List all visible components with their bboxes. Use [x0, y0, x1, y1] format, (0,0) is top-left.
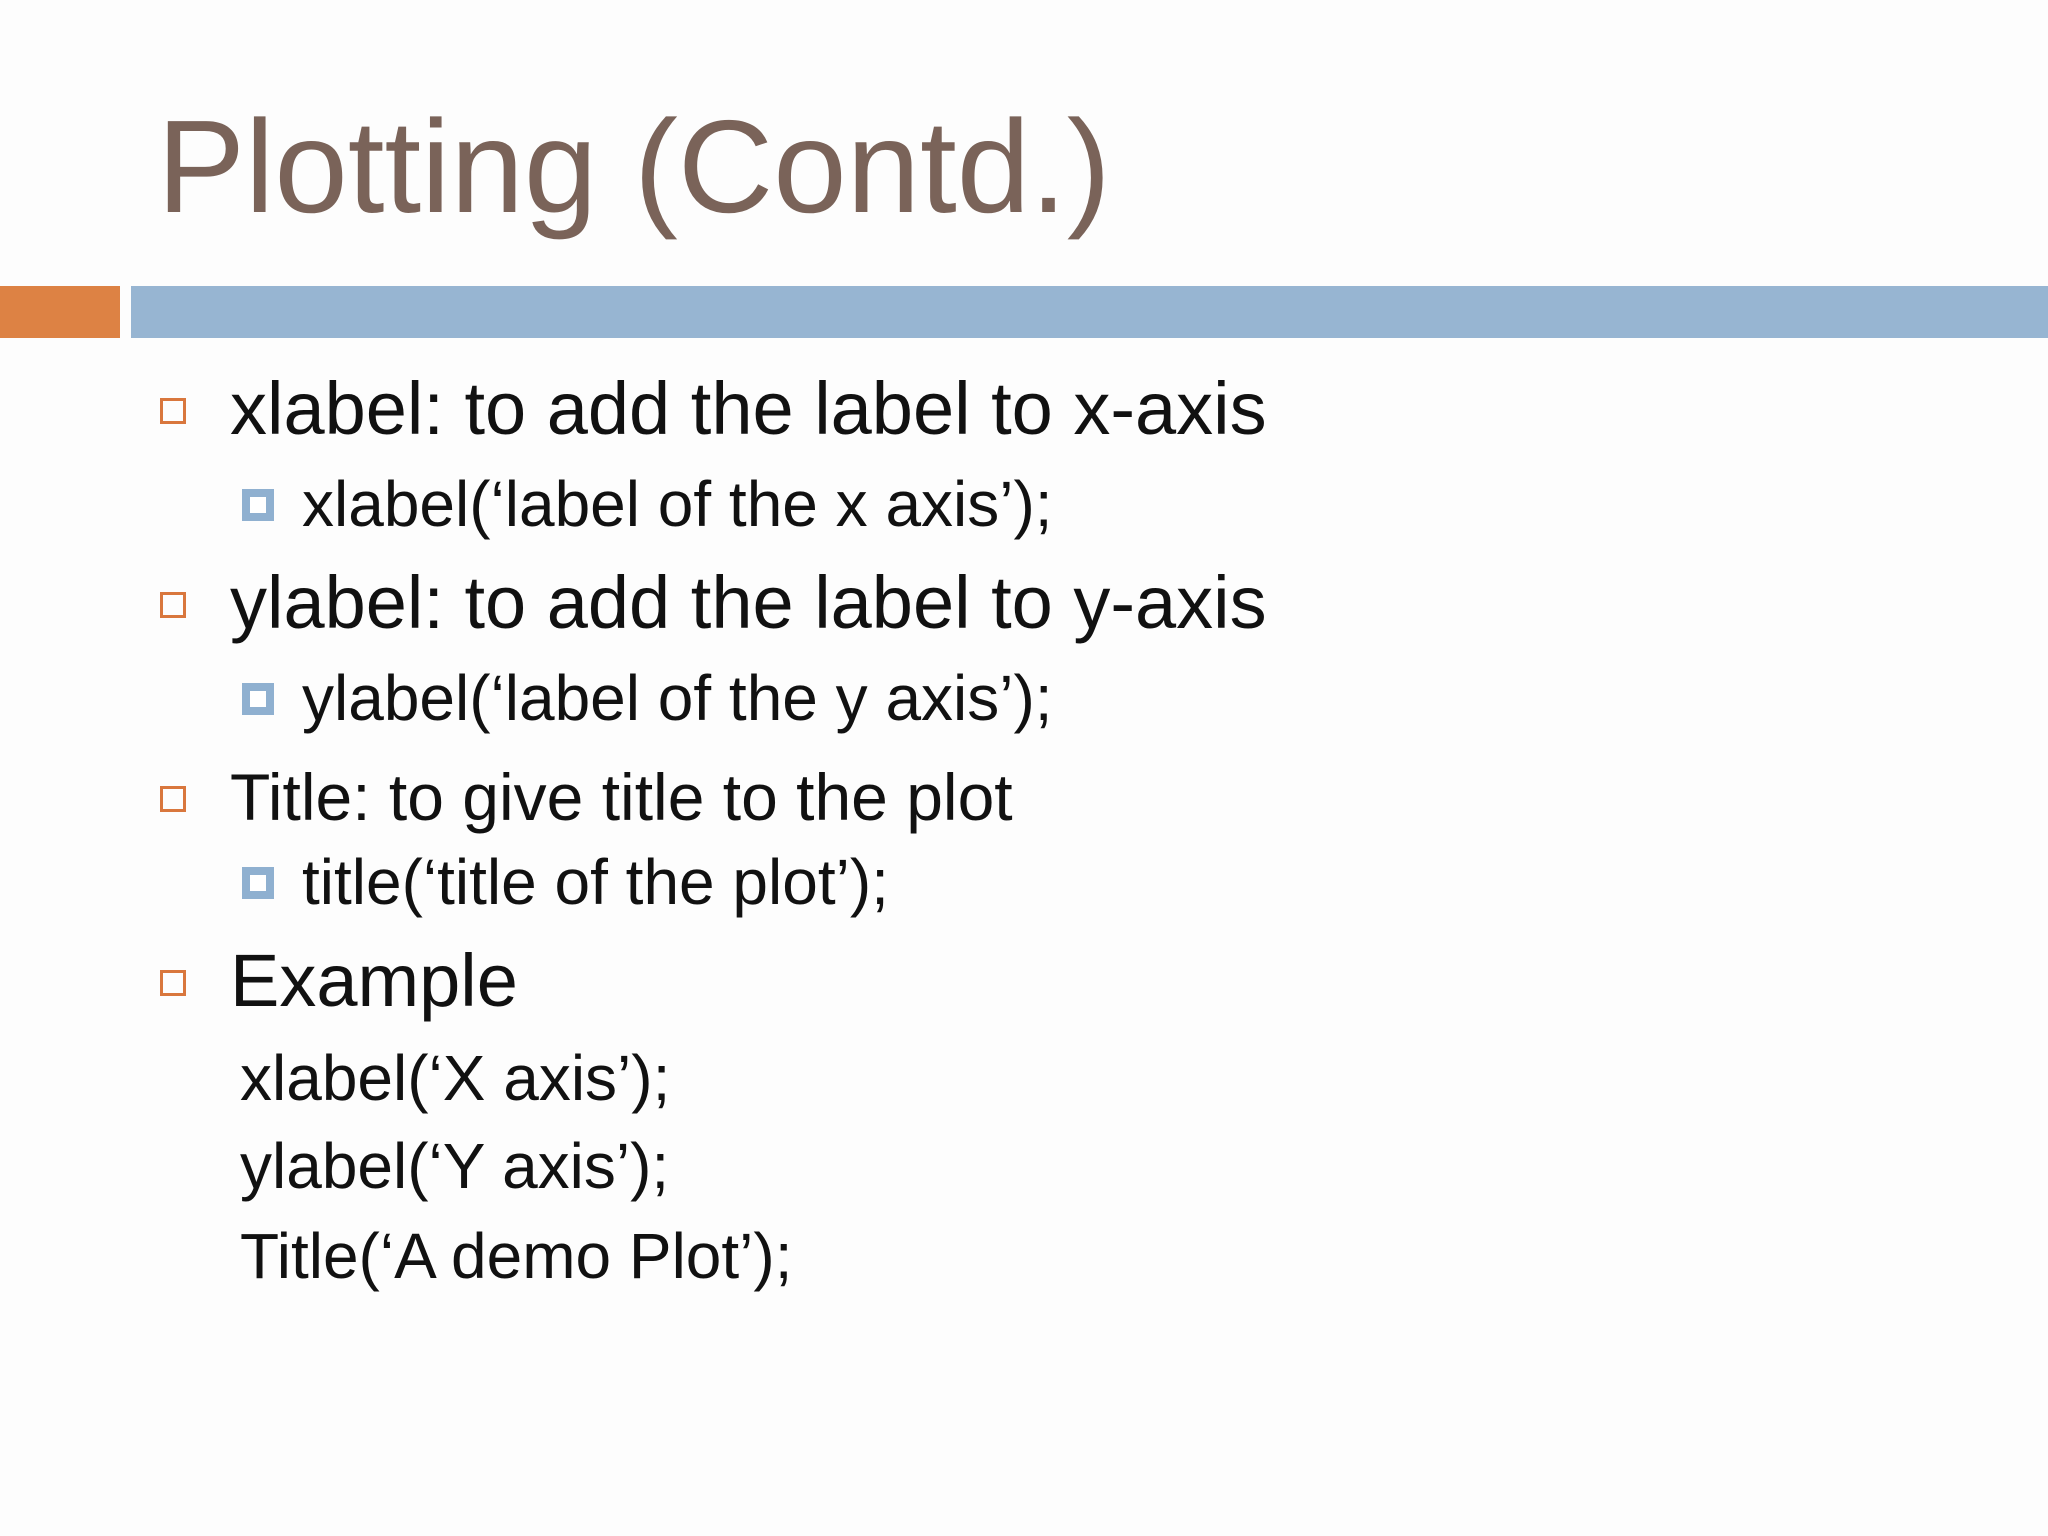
sub-bullet-text: title(‘title of the plot’);	[302, 846, 889, 918]
filled-square-bullet-icon	[242, 867, 274, 899]
example-code-line: Title(‘A demo Plot’);	[240, 1220, 793, 1292]
filled-square-bullet-icon	[242, 683, 274, 715]
bullet-text: xlabel: to add the label to x-axis	[230, 367, 1267, 450]
hollow-square-bullet-icon	[160, 398, 186, 424]
slide-title: Plotting (Contd.)	[157, 93, 1111, 240]
sub-bullet-text: ylabel(‘label of the y axis’);	[302, 662, 1053, 734]
bullet-text: Example	[230, 939, 518, 1022]
sub-bullet-text: xlabel(‘label of the x axis’);	[302, 468, 1053, 540]
bullet-text: ylabel: to add the label to y-axis	[230, 561, 1267, 644]
example-code-line: ylabel(‘Y axis’);	[240, 1130, 670, 1202]
example-code-line: xlabel(‘X axis’);	[240, 1042, 671, 1114]
hollow-square-bullet-icon	[160, 592, 186, 618]
filled-square-bullet-icon	[242, 489, 274, 521]
bullet-text: Title: to give title to the plot	[230, 760, 1013, 834]
hollow-square-bullet-icon	[160, 970, 186, 996]
hollow-square-bullet-icon	[160, 786, 186, 812]
